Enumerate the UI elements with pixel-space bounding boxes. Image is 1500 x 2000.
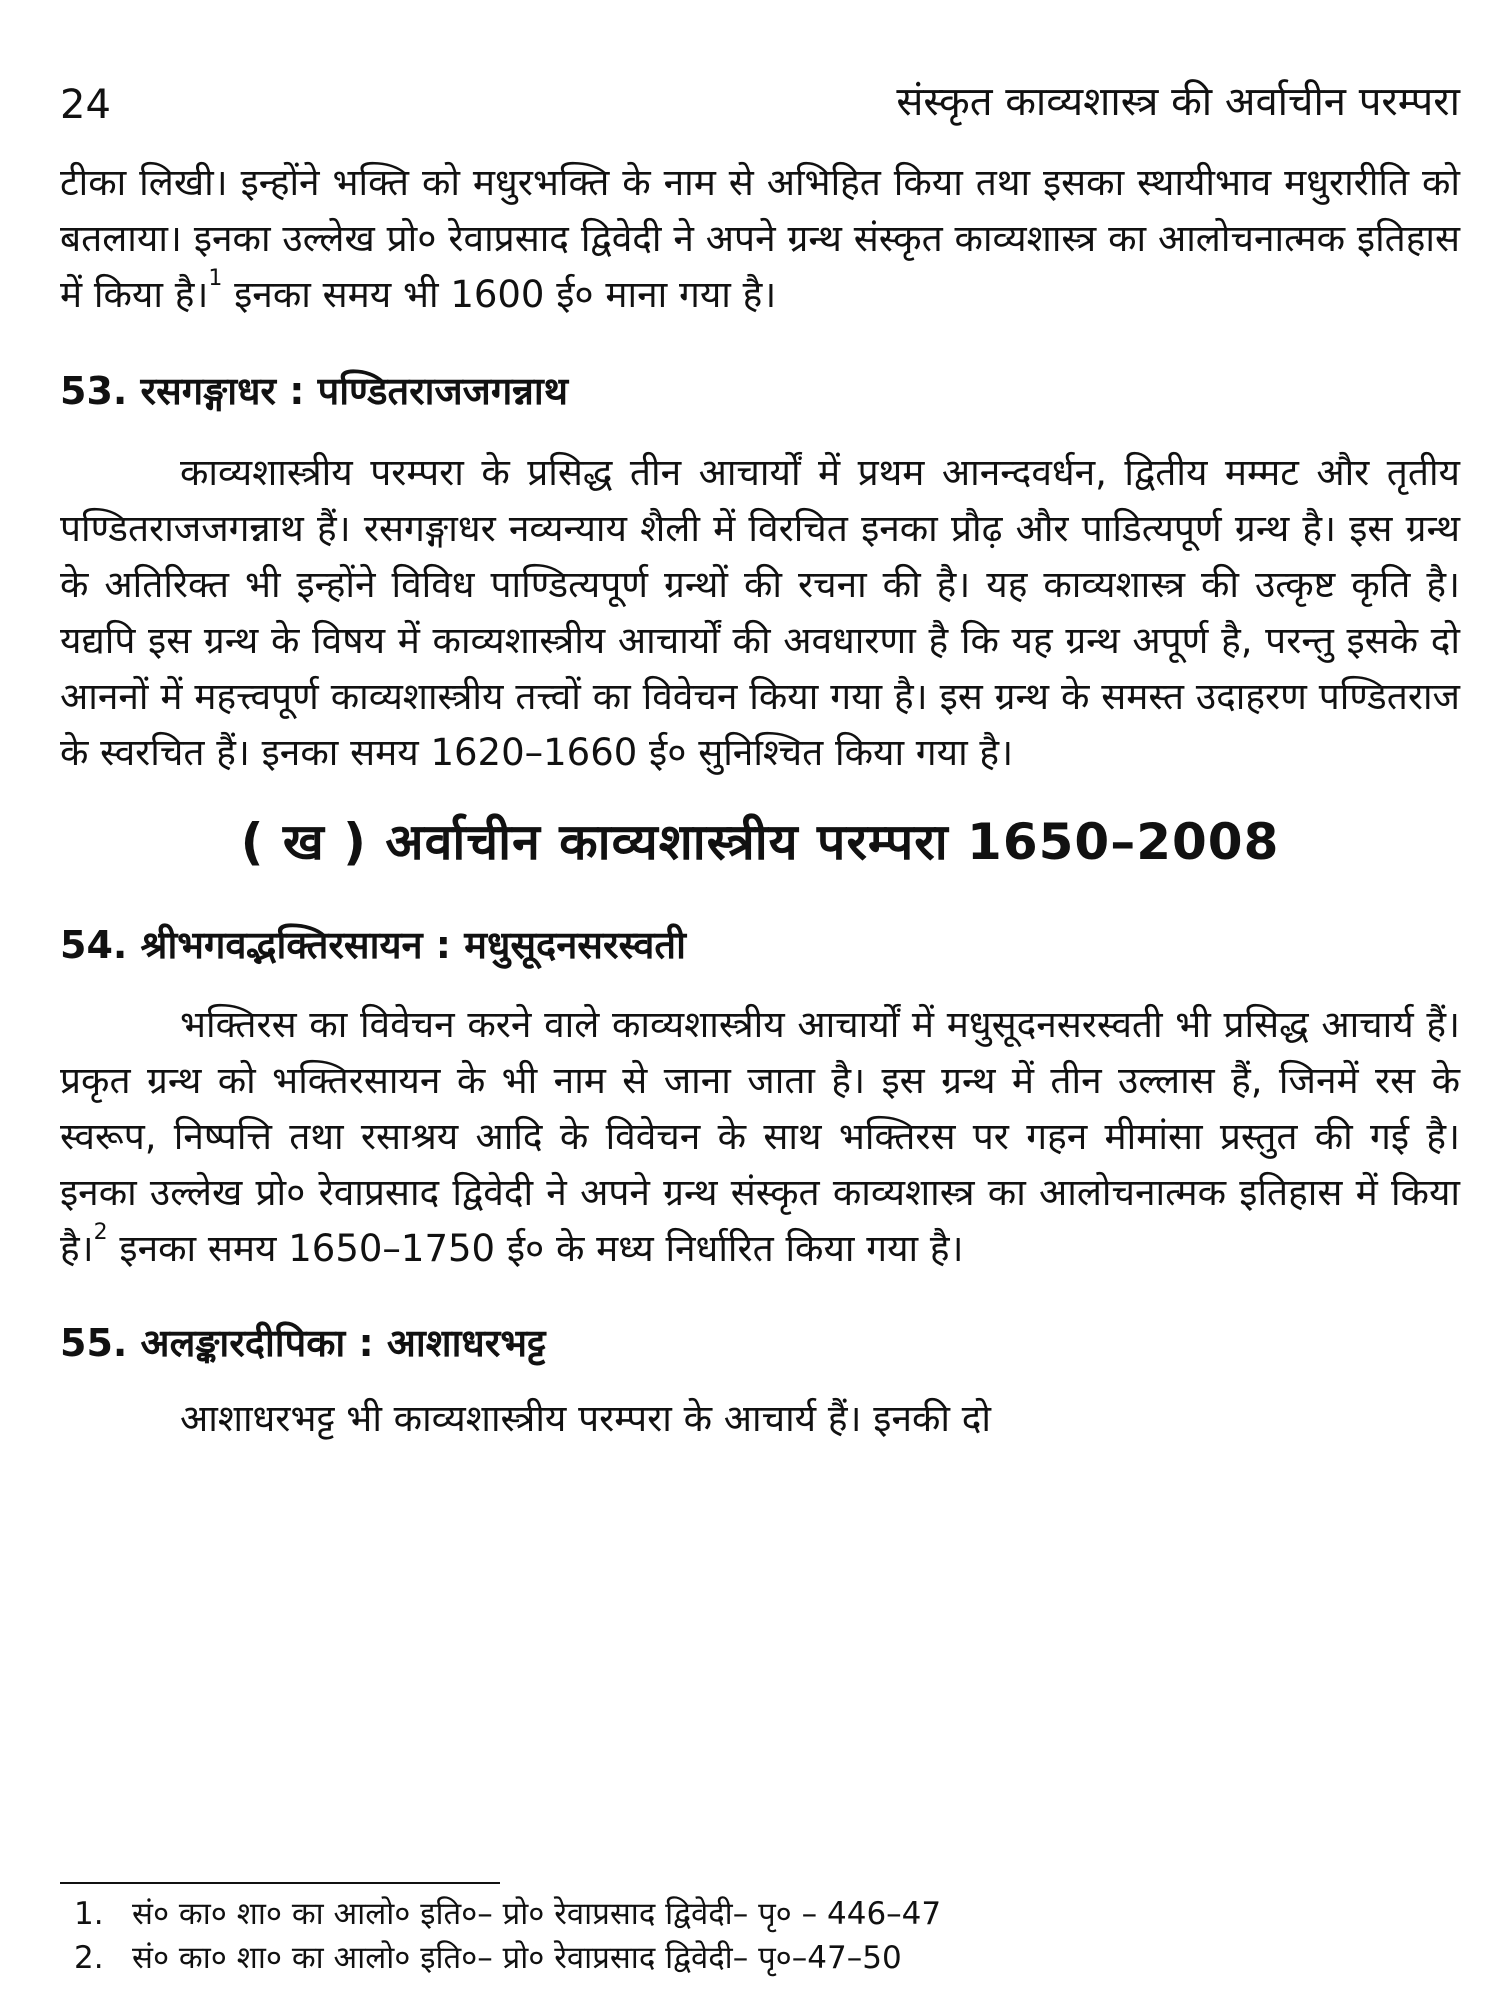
page-body bbox=[60, 155, 1460, 1447]
footnotes bbox=[74, 1892, 1454, 1980]
intro-text-end: इनका समय भी 1600 ई० माना गया है। bbox=[222, 273, 777, 316]
footnote-text: सं० का० शा० का आलो० इति०– प्रो० रेवाप्रसाद द्विवेदी– पृ०–47–50 bbox=[132, 1940, 902, 1976]
section-54-text: भक्तिरस का विवेचन करने वाले काव्यशास्त्रीय आचार्यों में मधुसूदनसरस्वती भी प्रसिद्ध आचार्य हैं। प्रकृत ग्रन्थ को भक्तिरसायन के भी नाम से जाना जाता है। इस ग्रन्थ में तीन उल्लास हैं, जिनमें रस के स्वरूप, निष्पत्ति तथा रसाश्रय आदि के विवेचन के साथ भक्तिरस पर गहन मीमांसा प्रस्तुत की गई है। इनका उल्लेख प्रो० रेवाप्रसाद द्विवेदी ने अपने ग्रन्थ संस्कृत काव्यशास्त्र का आलोचनात्मक इतिहास में किया है। bbox=[60, 1003, 1460, 1270]
section-54-paragraph bbox=[60, 997, 1460, 1277]
section-53-paragraph: काव्यशास्त्रीय परम्परा के प्रसिद्ध तीन आचार्यों में प्रथम आनन्दवर्धन, द्वितीय मम्मट और तृतीय पण्डितराजजगन्नाथ हैं। रसगङ्गाधर नव्यन्याय शैली में विरचित इनका प्रौढ़ और पाडित्यपूर्ण ग्रन्थ है। इस ग्रन्थ के अतिरिक्त भी इन्होंने विविध पाण्डित्यपूर्ण ग्रन्थों की रचना की है। यह काव्यशास्त्र की उत्कृष्ट कृति है। यद्यपि इस ग्रन्थ के विषय में काव्यशास्त्रीय आचार्यों की अवधारणा है कि यह ग्रन्थ अपूर्ण है, परन्तु इसके दो आननों में महत्त्वपूर्ण काव्यशास्त्रीय तत्त्वों का विवेचन किया गया है। इस ग्रन्थ के समस्त उदाहरण पण्डितराज के स्वरचित हैं। इनका समय 1620–1660 ई० सुनिश्चित किया गया है। bbox=[60, 451, 1460, 774]
page-number: 24 bbox=[60, 82, 111, 128]
part-heading: ( ख ) अर्वाचीन काव्यशास्त्रीय परम्परा 1650–2008 bbox=[240, 813, 1280, 871]
footnote-ref-2: 2 bbox=[93, 1220, 108, 1245]
section-53-heading: 53. रसगङ्गाधर : पण्डितराजजगन्नाथ bbox=[60, 369, 569, 413]
footnote-number: 1. bbox=[74, 1896, 104, 1932]
section-55-heading: 55. अलङ्कारदीपिका : आशाधरभट्ट bbox=[60, 1321, 546, 1365]
footnote-number: 2. bbox=[74, 1940, 104, 1976]
section-54-heading: 54. श्रीभगवद्भक्तिरसायन : मधुसूदनसरस्वती bbox=[60, 923, 686, 967]
footnote-1 bbox=[74, 1892, 1454, 1936]
footnote-ref-1: 1 bbox=[208, 266, 223, 291]
footnote-2 bbox=[74, 1936, 1454, 1980]
section-54-text-end: इनका समय 1650–1750 ई० के मध्य निर्धारित किया गया है। bbox=[107, 1227, 964, 1270]
page-header bbox=[60, 62, 1460, 132]
footnote-divider bbox=[60, 1882, 500, 1884]
footnote-text: सं० का० शा० का आलो० इति०– प्रो० रेवाप्रसाद द्विवेदी– पृ० – 446–47 bbox=[132, 1896, 942, 1932]
intro-paragraph bbox=[60, 155, 1460, 323]
running-head: संस्कृत काव्यशास्त्र की अर्वाचीन परम्परा bbox=[896, 79, 1460, 125]
section-55-paragraph: आशाधरभट्ट भी काव्यशास्त्रीय परम्परा के आचार्य हैं। इनकी दो bbox=[180, 1397, 992, 1440]
intro-text: टीका लिखी। इन्होंने भक्ति को मधुरभक्ति के नाम से अभिहित किया तथा इसका स्थायीभाव मधुरारीति को बतलाया। इनका उल्लेख प्रो० रेवाप्रसाद द्विवेदी ने अपने ग्रन्थ संस्कृत काव्यशास्त्र का आलोचनात्मक इतिहास में किया है। bbox=[60, 161, 1460, 316]
